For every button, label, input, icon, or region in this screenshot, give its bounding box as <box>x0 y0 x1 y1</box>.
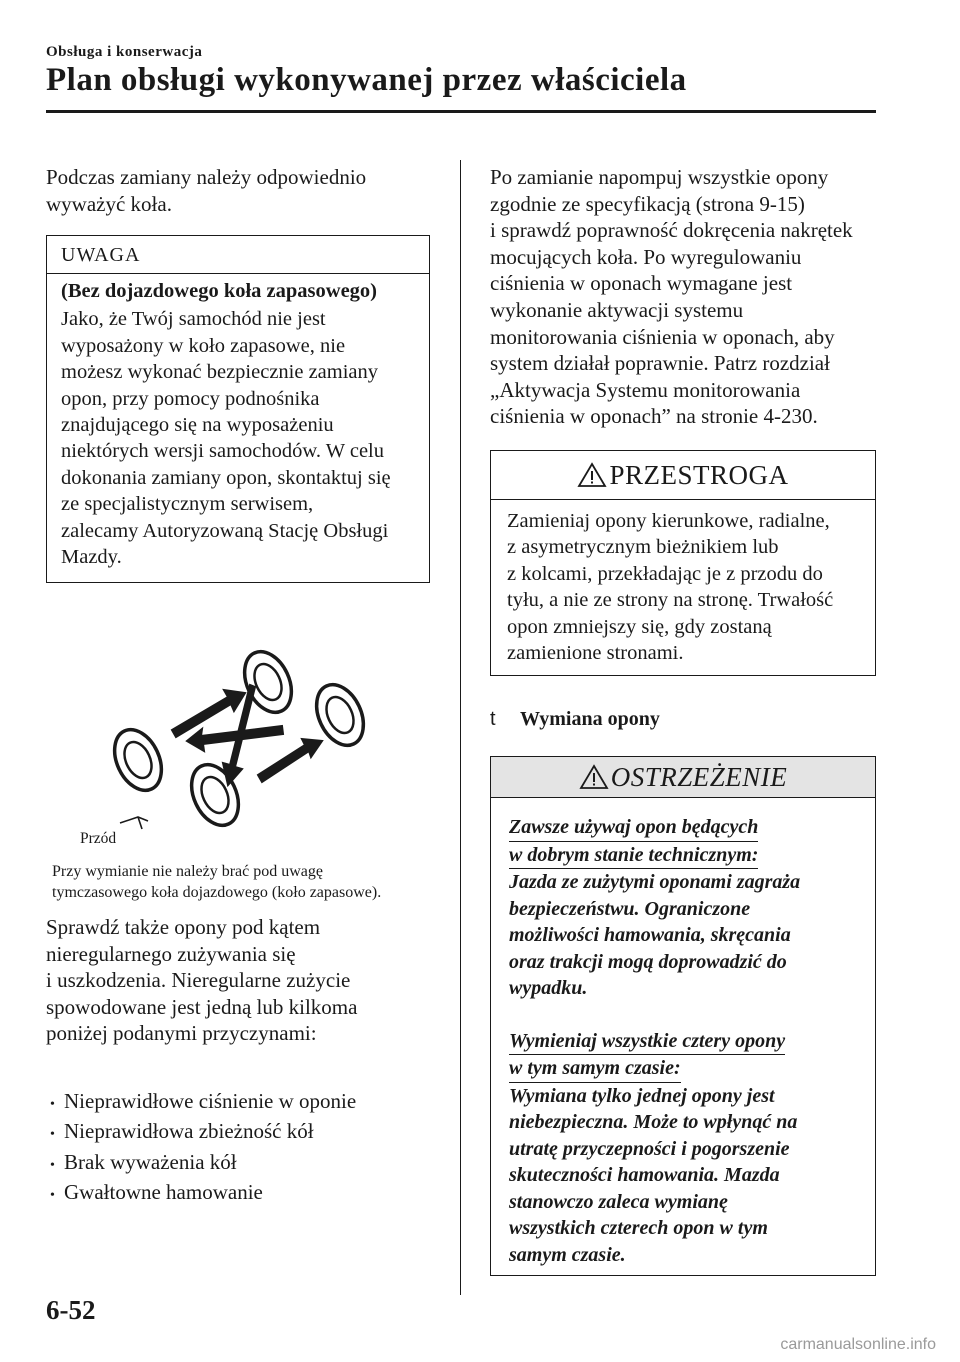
list-item <box>46 1149 356 1179</box>
warning-line: bezpieczeństwu. Ograniczone <box>509 897 751 920</box>
page-title: Plan obsługi wykonywanej przez właściciela <box>46 62 687 98</box>
warning-line: Jazda ze zużytymi oponami zagraża <box>509 871 801 893</box>
warning-block-title: Wymieniaj wszystkie cztery opony <box>509 1028 785 1056</box>
note-line: możesz wykonać bezpiecznie zamiany <box>61 361 379 384</box>
warning-block <box>509 1028 859 1269</box>
list-item-text: Brak wyważenia kół <box>64 1149 237 1174</box>
bullet-icon: • <box>50 1188 55 1204</box>
note-line: wyposażony w koło zapasowe, nie <box>61 334 346 357</box>
list-item <box>46 1118 356 1148</box>
warning-line: Wymiana tylko jednej opony jest <box>509 1084 775 1107</box>
causes-list <box>46 1088 356 1210</box>
list-item-text: Gwałtowne hamowanie <box>64 1180 263 1205</box>
text-line: monitorowania ciśnienia w oponach, aby <box>490 324 835 349</box>
bullet-icon: • <box>50 1097 55 1112</box>
list-item <box>46 1179 356 1209</box>
caution-body <box>491 500 875 666</box>
note-line: znajdującego się na wyposażeniu <box>61 414 334 437</box>
figure-label-front: Przód <box>80 830 117 847</box>
tire-rotation-diagram <box>100 645 380 835</box>
caution-line: Zamieniaj opony kierunkowe, radialne, <box>507 510 830 532</box>
warning-triangle-icon <box>579 764 609 790</box>
text-line: i sprawdź poprawność dokręcenia nakrętek <box>490 218 853 243</box>
watermark: carmanualsonline.info <box>780 1336 936 1353</box>
note-line: opon, przy pomocy podnośnika <box>61 387 320 410</box>
text-line: i uszkodzenia. Nieregularne zużycie <box>46 968 351 993</box>
text-line: wykonanie aktywacji systemu <box>490 297 744 322</box>
text-line: Podczas zamiany należy odpowiednio <box>46 165 367 189</box>
text-line: ciśnienia w oponach wymagane jest <box>490 271 793 296</box>
caption-line: tymczasowego koła dojazdowego (koło zapasowe). <box>52 883 382 901</box>
warning-block-title: w tym samym czasie: <box>509 1055 681 1083</box>
note-line: ze specjalistycznym serwisem, <box>61 493 314 516</box>
text-line: mocujących koła. Po wyregulowaniu <box>490 244 802 269</box>
caution-line: tyłu, a nie ze strony na stronę. Trwałość <box>507 589 834 612</box>
warning-triangle-icon <box>577 462 607 488</box>
text-line: zgodnie ze specyfikacją (strona 9-15) <box>490 191 805 216</box>
text-line: Po zamianie napompuj wszystkie opony <box>490 165 829 189</box>
note-line: zalecamy Autoryzowaną Stację Obsługi <box>61 519 389 542</box>
warning-line: możliwości hamowania, skręcania <box>509 924 791 946</box>
note-line: dokonania zamiany opon, skontaktuj się <box>61 466 391 489</box>
rotation-balance-text <box>46 164 446 217</box>
note-line: niektórych wersji samochodów. W celu <box>61 440 384 463</box>
warning-line: stanowczo zaleca wymianę <box>509 1190 728 1213</box>
caution-heading-text: PRZESTROGA <box>609 459 789 490</box>
bullet-icon: • <box>50 1127 55 1143</box>
title-rule <box>46 110 876 113</box>
note-line: Jako, że Twój samochód nie jest <box>61 308 326 331</box>
caution-line: zamienione stronami. <box>507 642 684 665</box>
text-line: spowodowane jest jedną lub kilkoma <box>46 994 358 1019</box>
warning-box <box>490 756 876 1276</box>
warning-line: niebezpieczna. Może to wpłynąć na <box>509 1111 798 1133</box>
caution-line: z asymetrycznym bieżnikiem lub <box>507 536 779 559</box>
warning-line: skuteczności hamowania. Mazda <box>509 1164 780 1186</box>
text-line: wyważyć koła. <box>46 191 172 216</box>
list-item-text: Nieprawidłowe ciśnienie w oponie <box>64 1089 357 1113</box>
caution-line: z kolcami, przekładając je z przodu do <box>507 562 823 585</box>
note-body <box>47 274 429 570</box>
warning-line: samym czasie. <box>509 1243 626 1266</box>
caution-line: opon zmniejszy się, gdy zostaną <box>507 615 772 638</box>
caution-heading <box>491 451 875 500</box>
warning-line: oraz trakcji mogą doprowadzić do <box>509 950 787 973</box>
text-line: „Aktywacja Systemu monitorowania <box>490 377 801 402</box>
text-line: nieregularnego zużywania się <box>46 941 296 966</box>
note-line: Mazdy. <box>61 546 122 569</box>
warning-body <box>491 798 875 1268</box>
section-marker: t <box>490 708 496 730</box>
tire-icon <box>105 722 170 798</box>
after-rotation-text <box>490 164 880 430</box>
list-item-text: Nieprawidłowa zbieżność kół <box>64 1119 314 1144</box>
note-heading: UWAGA <box>47 236 429 274</box>
text-line: poniżej podanymi przyczynami: <box>46 1021 317 1046</box>
warning-block-title: w dobrym stanie technicznym: <box>509 842 758 870</box>
section-title: Wymiana opony <box>520 708 660 730</box>
warning-block-title: Zawsze używaj opon będących <box>509 814 758 842</box>
warning-line: wypadku. <box>509 977 588 999</box>
front-pointer-icon <box>120 817 148 823</box>
note-subheading: (Bez dojazdowego koła zapasowego) <box>61 280 378 302</box>
list-item <box>46 1088 356 1118</box>
wear-check-text <box>46 914 446 1047</box>
bullet-icon: • <box>50 1157 55 1173</box>
page-number: 6-52 <box>46 1295 96 1325</box>
figure-caption <box>52 862 452 903</box>
warning-heading <box>491 757 875 798</box>
text-line: system działał poprawnie. Patrz rozdział <box>490 351 830 376</box>
caption-line: Przy wymianie nie należy brać pod uwagę <box>52 863 324 880</box>
column-divider <box>460 160 461 1295</box>
warning-heading-text: OSTRZEŻENIE <box>610 761 788 792</box>
warning-block <box>509 814 859 1002</box>
caution-box <box>490 450 876 676</box>
note-box <box>46 235 430 583</box>
warning-line: wszystkich czterech opon w tym <box>509 1217 768 1239</box>
section-label: Obsługa i konserwacja <box>46 44 203 60</box>
section-heading <box>490 708 660 731</box>
text-line: Sprawdź także opony pod kątem <box>46 915 321 939</box>
text-line: ciśnienia w oponach” na stronie 4-230. <box>490 404 818 429</box>
warning-line: utratę przyczepności i pogorszenie <box>509 1137 790 1160</box>
